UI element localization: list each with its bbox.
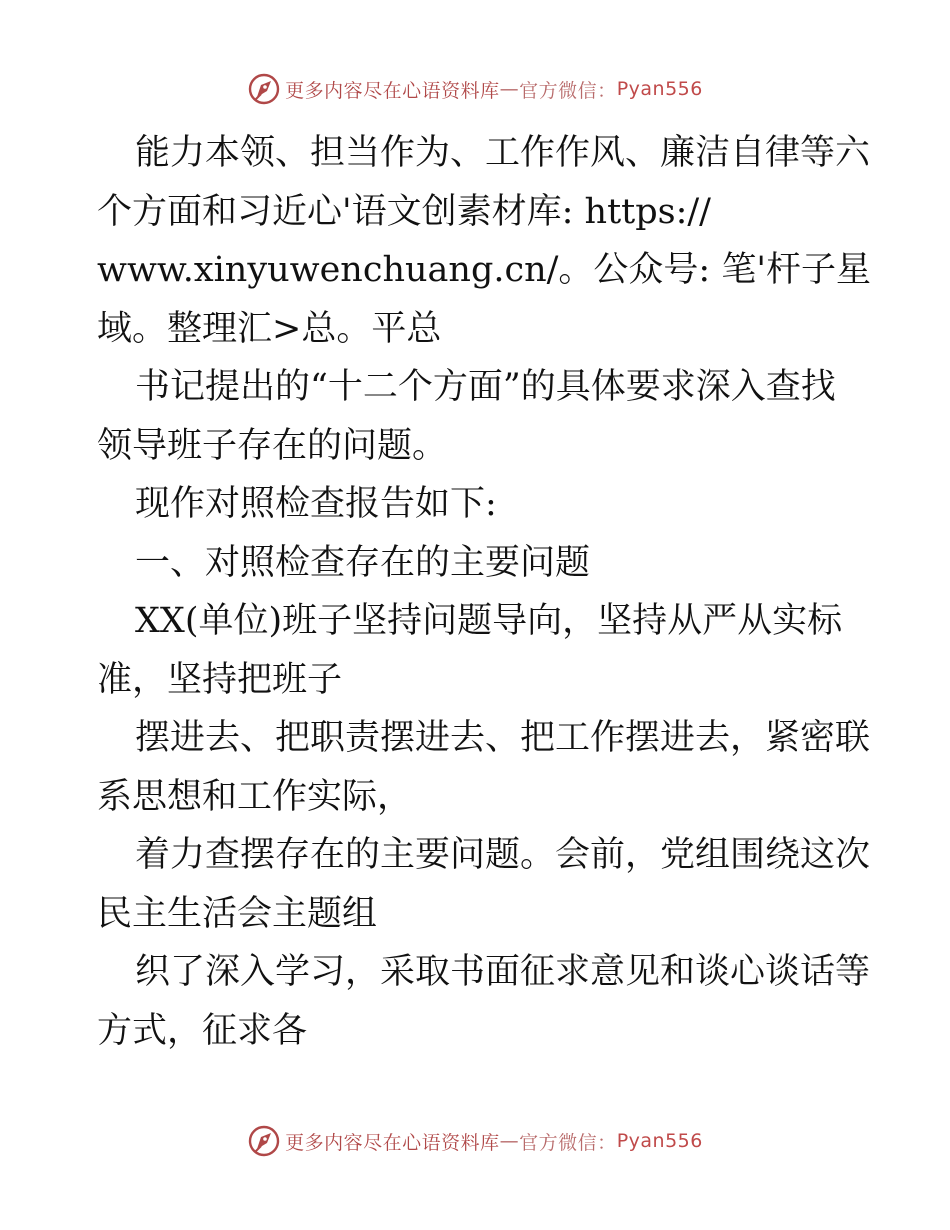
watermark-handle: Pyan556 [616, 78, 703, 100]
watermark-header [0, 72, 950, 106]
pen-nib-logo-icon [247, 72, 281, 106]
text-line: 现作对照检查报告如下: [135, 484, 497, 524]
watermark-handle: Pyan556 [616, 1130, 703, 1152]
text-line: 方式，征求各 [97, 1010, 308, 1051]
text-line: 摆进去、把职责摆进去、把工作摆进去，紧密联 [135, 718, 871, 758]
text-line: 能力本领、担当作为、工作作风、廉洁自律等六 [135, 133, 871, 173]
watermark-footer [0, 1124, 950, 1158]
watermark-sub-text: 官方微信： [519, 1131, 617, 1154]
text-line: 系思想和工作实际， [97, 776, 413, 817]
watermark-main-text: 更多内容尽在心语资料库 [285, 79, 500, 102]
text-line: www.xinyuwenchuang.cn/。公众号: 笔'杆子星 [97, 250, 871, 290]
text-line: 着力查摆存在的主要问题。会前，党组围绕这次 [135, 835, 871, 875]
text-line: 书记提出的“十二个方面”的具体要求深入查找 [135, 367, 836, 407]
text-line: 准，坚持把班子 [97, 659, 343, 700]
watermark-dash: — [499, 1130, 520, 1152]
text-line: 民主生活会主题组 [97, 893, 378, 934]
watermark-main-text: 更多内容尽在心语资料库 [285, 1131, 500, 1154]
text-line: XX(单位)班子坚持问题导向，坚持从严从实标 [135, 601, 843, 641]
watermark-dash: — [499, 78, 520, 100]
pen-nib-logo-icon [247, 1124, 281, 1158]
text-line: 个方面和习近心'语文创素材库: https:// [97, 191, 711, 232]
section-heading: 一、对照检查存在的主要问题 [135, 542, 591, 583]
text-line: 域。整理汇>总。平总 [97, 308, 442, 349]
document-body [97, 124, 871, 1060]
text-line: 织了深入学习，采取书面征求意见和谈心谈话等 [135, 952, 871, 992]
watermark-sub-text: 官方微信： [519, 79, 617, 102]
text-line: 领导班子存在的问题。 [97, 425, 448, 466]
